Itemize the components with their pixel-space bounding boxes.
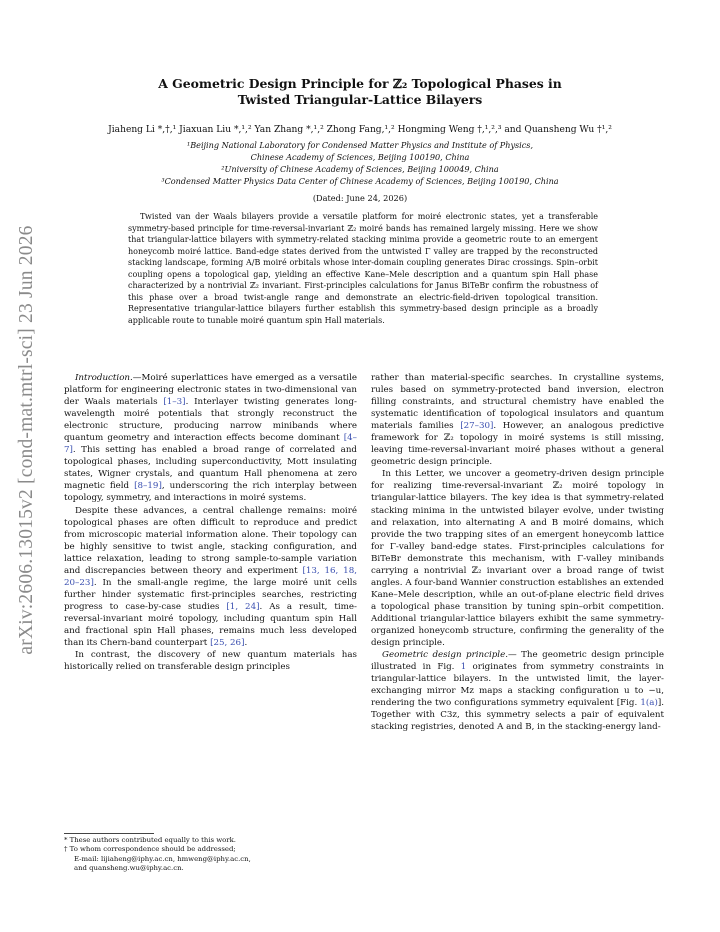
text-run: . [244,638,248,649]
text-run: originates from symmetry constraints in triangular-lattice bilayers. In the untwisted limit, the layer-exchanging mirror Mz maps a stacking configuration u to −u, rendering the two configurations symmetry equivalent [Fig. [371,662,664,709]
citation-link[interactable]: [8–19] [134,481,162,492]
letter-summary-paragraph: In this Letter, we uncover a geometry-driven design principle for realizing time-reversal-invariant ℤ₂ moiré topology in triangular-lattice bilayers. The key idea is that symmetry-related stacking minima in the untwisted bilayer evolve, under twisting and relaxation, into alternating A and B moiré domains, which provide the two trapping sites of an emergent honeycomb lattice for Γ-valley band-edge states. First-principles calculations for BiTeBr demonstrate this mechanism, with Γ-valley minibands carrying a nontrivial ℤ₂ invariant over a broad range of twist angles. A four-band Wannier construction establishes an extended Kane–Mele description, while an out-of-plane electric field drives a topological phase transition by tuning spin–orbit competition. Additional triangular-lattice bilayers exhibit the same symmetry-organized honeycomb structure, confirming the generality of the design principle. [371,469,664,649]
title-line-1: A Geometric Design Principle for ℤ₂ Topological Phases in [158,76,562,91]
paper-title [100,76,620,108]
text-run: rather than material-specific searches. In crystalline systems, rules based on symmetry-protected band inversion, electron filling constraints, and structural chemistry have enabled the systematic identification of topological insulators and quantum materials families [371,373,664,432]
citation-link[interactable]: [4–7] [64,433,357,456]
left-column [64,372,357,673]
citation-link[interactable]: [13, 16, 18, 20–23] [64,565,357,588]
text-run: Despite these advances, a central challenge remains: moiré topological phases are often difficult to reproduce and predict from microscopic material information alone. Their topology can be highly sensitive to twist angle, stacking configuration, and lattice relaxation, leading to strong sample-to-sample variation and discrepancies between theory and experiment [64,505,357,576]
continued-paragraph [371,372,664,468]
arxiv-identifier-text: arXiv:2606.13015v2 [cond-mat.mtrl-sci] 23 Jun 2026 [16,225,37,655]
intro-paragraph [64,372,357,505]
affiliation-line: ²University of Chinese Academy of Sciences, Beijing 100049, China [221,164,499,174]
figure-link[interactable]: 1(a) [640,698,658,709]
section-lead-introduction: Introduction. [75,373,133,383]
text-run: . However, an analogous predictive framework for ℤ₂ topology in moiré systems is still missing, leaving time-reversal-invariant moiré phases without a general geometric design principle. [371,421,664,468]
footnote-correspondence: † To whom correspondence should be addressed; [64,845,236,854]
figure-link[interactable]: 1 [460,662,467,673]
challenge-paragraph [64,505,357,650]
author-list: Jiaheng Li *,†,¹ Jiaxuan Liu *,¹,² Yan Zhang *,¹,² Zhong Fang,¹,² Hongming Weng †,¹,²,³ and Quansheng Wu †¹,² [108,125,612,135]
affiliations [80,139,640,187]
geometric-principle-paragraph [371,649,664,733]
footnote-rule [64,833,154,834]
citation-link[interactable]: [1, 24] [226,601,260,612]
affiliation-line: ³Condensed Matter Physics Data Center of Chinese Academy of Sciences, Beijing 100190, China [161,176,559,186]
section-lead-geometric-design: Geometric design principle. [382,650,508,661]
footnote-email-line: and quansheng.wu@iphy.ac.cn. [74,864,184,873]
affiliation-line: ¹Beijing National Laboratory for Condensed Matter Physics and Institute of Physics, [186,140,534,150]
affiliation-line: Chinese Academy of Sciences, Beijing 100190, China [250,152,470,162]
text-run: . This setting has enabled a broad range of correlated and topological phases, including superconductivity, Mott insulating states, Wigner crystals, and quantum Hall phenomena at zero magnetic field [64,445,357,492]
footnote-equal-contribution: * These authors contributed equally to this work. [64,836,236,844]
text-run: — The geometric design principle illustrated in Fig. [371,650,664,673]
arxiv-identifier-stamp [12,205,42,675]
contrast-paragraph: In contrast, the discovery of new quantum materials has historically relied on transferable design principles [64,650,357,673]
abstract: Twisted van der Waals bilayers provide a versatile platform for moiré electronic states, yet a transferable symmetry-based principle for time-reversal-invariant ℤ₂ moiré bands has remained largely missing. Here we show that triangular-lattice bilayers with symmetry-related stacking minima provide a geometric route to an emergent honeycomb moiré lattice. Band-edge states derived from the untwisted Γ valley are trapped by the reconstructed stacking landscape, forming A/B moiré orbitals whose inter-domain coupling generates Dirac crossings. Spin–orbit coupling opens a topological gap, yielding an effective Kane–Mele description and a quantum spin Hall phase characterized by a nontrivial ℤ₂ invariant. First-principles calculations for Janus BiTeBr confirm the robustness of this phase over a broad twist-angle range and demonstrate an electric-field-driven topological transition. Representative triangular-lattice bilayers further establish this symmetry-based design principle as a broadly applicable route to tunable moiré quantum spin Hall materials. [128,212,598,325]
footnotes [64,836,357,874]
title-line-2: Twisted Triangular-Lattice Bilayers [237,92,483,107]
text-run: . In the small-angle regime, the large moiré unit cells further hinder systematic first-principles searches, restricting progress to case-by-case studies [64,577,357,612]
footnote-email-line: E-mail: lijiaheng@iphy.ac.cn, hmweng@iphy.ac.cn, [74,854,251,863]
text-run: . As a result, time-reversal-invariant moiré topology, including quantum spin Hall and fractional spin Hall phases, remains much less developed than its Chern-band counterpart [64,601,357,649]
text-run: ]. Together with C3z, this symmetry selects a pair of equivalent stacking registries, denoted A and B, in the stacking-energy land- [371,698,664,733]
citation-link[interactable]: [25, 26] [210,638,245,649]
citation-link[interactable]: [1–3] [163,397,186,408]
text-run: . Interlayer twisting generates long-wavelength moiré potentials that strongly reconstruct the electronic structure, producing narrow minibands where quantum geometry and interaction effects become dominant [64,397,357,444]
citation-link[interactable]: [27–30] [460,421,494,432]
right-column [371,372,664,733]
text-run: , underscoring the rich interplay between topology, symmetry, and interactions in moiré systems. [64,481,357,504]
text-run: —Moiré superlattices have emerged as a versatile platform for engineering electronic states in two-dimensional van der Waals materials [64,373,357,408]
date-line: (Dated: June 24, 2026) [312,193,408,203]
